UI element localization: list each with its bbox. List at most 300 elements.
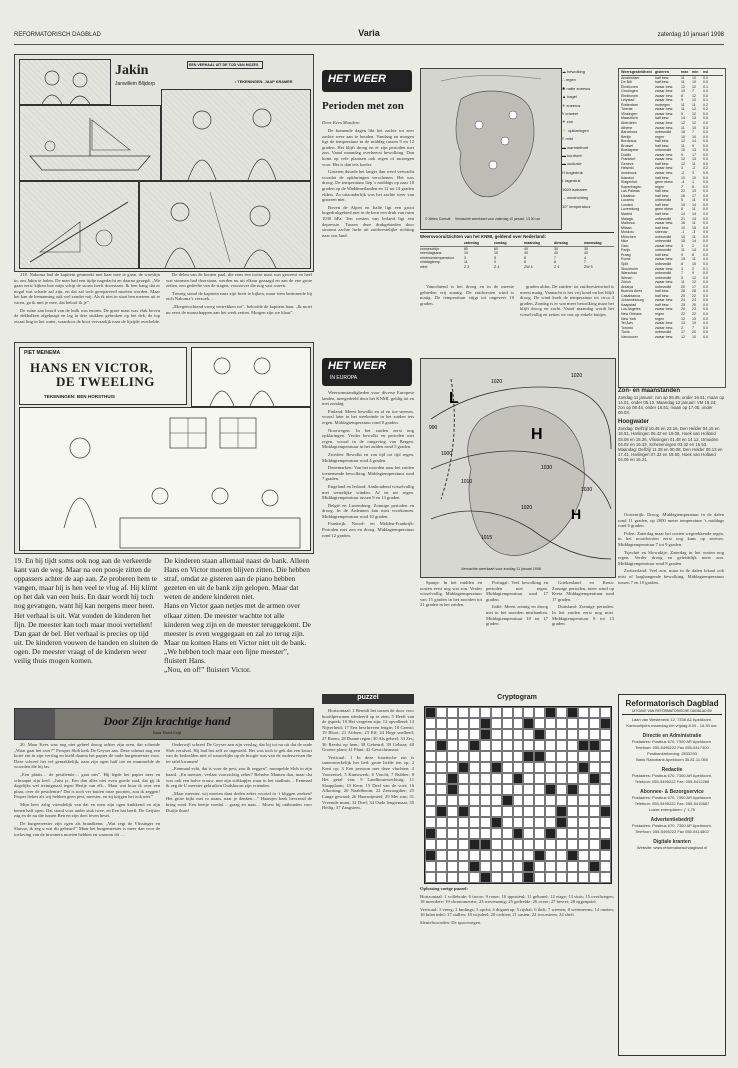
crossword-cell[interactable]: [556, 707, 567, 718]
crossword-cell[interactable]: [567, 784, 578, 795]
crossword-cell[interactable]: [534, 795, 545, 806]
crossword-cell[interactable]: [589, 839, 600, 850]
crossword-cell[interactable]: [600, 806, 611, 817]
crossword-cell[interactable]: [600, 872, 611, 883]
crossword-cell[interactable]: [523, 828, 534, 839]
crossword-cell[interactable]: [469, 762, 480, 773]
crossword-cell[interactable]: [425, 762, 436, 773]
crossword-cell[interactable]: [600, 861, 611, 872]
table-row: Lelystad zwaar bew. 9 10 0.1: [621, 98, 708, 103]
crossword-cell[interactable]: [458, 806, 469, 817]
crossword-cell[interactable]: [556, 817, 567, 828]
europa-text: Italië: Meest zonnig en droog met in het noorden mistbanken. Middagtemperatuur 10 tot 17 graden.: [486, 604, 548, 627]
crossword-cell[interactable]: [513, 872, 524, 883]
crossword-cell[interactable]: [578, 707, 589, 718]
crossword-cell[interactable]: [469, 828, 480, 839]
crossword-cell[interactable]: [589, 762, 600, 773]
crossword-cell[interactable]: [513, 828, 524, 839]
crossword-cell[interactable]: [545, 729, 556, 740]
crossword-cell[interactable]: [534, 729, 545, 740]
crossword-cell[interactable]: [469, 718, 480, 729]
crossword-cell[interactable]: [480, 707, 491, 718]
crossword-cell[interactable]: [502, 762, 513, 773]
crossword-cell[interactable]: [447, 718, 458, 729]
crossword-cell[interactable]: [436, 861, 447, 872]
crossword-cell[interactable]: [545, 839, 556, 850]
crossword-cell[interactable]: [578, 828, 589, 839]
crossword-cell[interactable]: [534, 839, 545, 850]
crossword-cell[interactable]: [578, 718, 589, 729]
crossword-cell[interactable]: [578, 872, 589, 883]
crossword-cell[interactable]: [545, 751, 556, 762]
crossword-cell[interactable]: [545, 828, 556, 839]
crossword-cell[interactable]: [502, 729, 513, 740]
crossword-cell[interactable]: [600, 850, 611, 861]
crossword-cell[interactable]: [523, 795, 534, 806]
crossword-cell[interactable]: [436, 751, 447, 762]
crossword-cell[interactable]: [491, 784, 502, 795]
crossword-cell[interactable]: [502, 828, 513, 839]
crossword-cell[interactable]: [589, 861, 600, 872]
crossword-cell[interactable]: [513, 751, 524, 762]
crossword-cell[interactable]: [545, 861, 556, 872]
crossword-cell[interactable]: [447, 828, 458, 839]
crossword-cell[interactable]: [480, 839, 491, 850]
crossword-cell[interactable]: [491, 861, 502, 872]
crossword-cell[interactable]: [425, 795, 436, 806]
crossword-grid[interactable]: [424, 706, 612, 884]
crossword-cell[interactable]: [480, 784, 491, 795]
crossword-cell[interactable]: [513, 718, 524, 729]
crossword-cell[interactable]: [436, 740, 447, 751]
crossword-cell[interactable]: [469, 872, 480, 883]
crossword-cell[interactable]: [545, 795, 556, 806]
crossword-cell[interactable]: [502, 784, 513, 795]
table-row: New York regen 12 10 0.0: [621, 316, 708, 321]
crossword-cell[interactable]: [458, 872, 469, 883]
crossword-cell[interactable]: [545, 762, 556, 773]
crossword-cell[interactable]: [534, 861, 545, 872]
crossword-cell[interactable]: [567, 707, 578, 718]
crossword-cell[interactable]: [567, 839, 578, 850]
isobar-label: 1030: [541, 465, 553, 471]
crossword-cell[interactable]: [491, 828, 502, 839]
crossword-cell[interactable]: [469, 784, 480, 795]
crossword-cell[interactable]: [534, 784, 545, 795]
table-row: Milaan half bew. 10 15 0.0: [621, 225, 708, 230]
crossword-cell[interactable]: [589, 817, 600, 828]
crossword-cell[interactable]: [458, 740, 469, 751]
crossword-cell[interactable]: [545, 850, 556, 861]
crossword-cell[interactable]: [545, 773, 556, 784]
crossword-cell[interactable]: [589, 773, 600, 784]
crossword-cell[interactable]: [480, 828, 491, 839]
crossword-cell[interactable]: [556, 850, 567, 861]
crossword-cell[interactable]: [502, 861, 513, 872]
crossword-cell[interactable]: [578, 839, 589, 850]
crossword-cell[interactable]: [458, 762, 469, 773]
crossword-cell[interactable]: [491, 707, 502, 718]
crossword-cell[interactable]: [513, 773, 524, 784]
crossword-cell[interactable]: [458, 795, 469, 806]
kracht-text: Onderwijl schreef De Geyser aan zijn verslag, dat hij tot nu uit dat de oude Sloh verafval. Hij had het zelf zo ingesteld. Het was toch te gek dat een kwart van de bedoelden niet of nauwelijks op de hoogte was van de ouderwetsen die ter tafel kwamen!: [166, 742, 312, 764]
crossword-cell[interactable]: [491, 773, 502, 784]
crossword-cell[interactable]: [480, 872, 491, 883]
crossword-cell[interactable]: [436, 839, 447, 850]
crossword-cell[interactable]: [589, 795, 600, 806]
crossword-cell[interactable]: [425, 828, 436, 839]
crossword-cell[interactable]: [425, 839, 436, 850]
crossword-cell[interactable]: [513, 839, 524, 850]
crossword-cell[interactable]: [480, 861, 491, 872]
crossword-cell[interactable]: [480, 795, 491, 806]
crossword-cell[interactable]: [480, 740, 491, 751]
europa-text: Zweden: Bewolkt en van tijd tot tijd regen. Middagtemperatuur rond 4 graden.: [322, 451, 414, 463]
crossword-cell[interactable]: [502, 806, 513, 817]
crossword-cell[interactable]: [534, 806, 545, 817]
crossword-cell[interactable]: [589, 740, 600, 751]
crossword-cell[interactable]: [556, 828, 567, 839]
thunder-icon: ϟ: [562, 111, 565, 117]
crossword-cell[interactable]: [469, 861, 480, 872]
crossword-cell[interactable]: [567, 762, 578, 773]
sun-icon: ☀: [562, 119, 566, 125]
crossword-cell[interactable]: [502, 773, 513, 784]
crossword-cell[interactable]: [600, 817, 611, 828]
crossword-cell[interactable]: [556, 751, 567, 762]
crossword-cell[interactable]: [523, 773, 534, 784]
crossword-cell[interactable]: [523, 861, 534, 872]
crossword-cell[interactable]: [425, 729, 436, 740]
crossword-cell[interactable]: [425, 784, 436, 795]
crossword-cell[interactable]: [545, 784, 556, 795]
crossword-cell[interactable]: [523, 850, 534, 861]
crossword-cell[interactable]: [458, 861, 469, 872]
crossword-cell[interactable]: [502, 707, 513, 718]
crossword-cell[interactable]: [567, 773, 578, 784]
crossword-cell[interactable]: [458, 707, 469, 718]
crossword-cell[interactable]: [491, 839, 502, 850]
table-row: Buenos Aires half bew. 28 28 0.0: [621, 289, 708, 294]
crossword-cell[interactable]: [589, 729, 600, 740]
crossword-cell[interactable]: [425, 872, 436, 883]
crossword-cell[interactable]: [578, 795, 589, 806]
crossword-cell[interactable]: [491, 795, 502, 806]
crossword-cell[interactable]: [513, 850, 524, 861]
crossword-cell[interactable]: [523, 806, 534, 817]
crossword-cell[interactable]: [600, 839, 611, 850]
table-row: Boedapest onbewolkt 10 13 0.0: [621, 148, 708, 153]
crossword-cell[interactable]: [469, 729, 480, 740]
crossword-cell[interactable]: [600, 762, 611, 773]
crossword-cell[interactable]: [502, 795, 513, 806]
crossword-cell[interactable]: [523, 718, 534, 729]
crossword-cell[interactable]: [469, 707, 480, 718]
crossword-cell[interactable]: [545, 718, 556, 729]
crossword-cell[interactable]: [523, 784, 534, 795]
crossword-cell[interactable]: [491, 817, 502, 828]
crossword-cell[interactable]: [589, 751, 600, 762]
crossword-cell[interactable]: [447, 861, 458, 872]
crossword-cell[interactable]: [447, 773, 458, 784]
crossword-cell[interactable]: [523, 751, 534, 762]
crossword-cell[interactable]: [458, 729, 469, 740]
crossword-cell[interactable]: [447, 762, 458, 773]
crossword-cell[interactable]: [491, 850, 502, 861]
crossword-cell[interactable]: [436, 773, 447, 784]
crossword-cell[interactable]: [556, 718, 567, 729]
jakin-drawer: • TEKENINGEN: JAAP KRAMER: [235, 80, 293, 84]
crossword-cell[interactable]: [458, 839, 469, 850]
crossword-cell[interactable]: [491, 740, 502, 751]
crossword-cell[interactable]: [491, 729, 502, 740]
crossword-cell[interactable]: [578, 861, 589, 872]
crossword-cell[interactable]: [425, 740, 436, 751]
crossword-cell[interactable]: [436, 707, 447, 718]
crossword-cell[interactable]: [556, 729, 567, 740]
rd-line: Digitale kranten: [653, 839, 691, 845]
crossword-cell[interactable]: [480, 729, 491, 740]
crossword-cell[interactable]: [502, 817, 513, 828]
crossword-cell[interactable]: [545, 740, 556, 751]
crossword-cell[interactable]: [425, 806, 436, 817]
crossword-cell[interactable]: [502, 751, 513, 762]
crossword-cell[interactable]: [480, 718, 491, 729]
crossword-cell[interactable]: [600, 718, 611, 729]
crossword-cell[interactable]: [534, 740, 545, 751]
crossword-cell[interactable]: [523, 817, 534, 828]
crossword-cell[interactable]: [458, 817, 469, 828]
crossword-cell[interactable]: [447, 740, 458, 751]
crossword-cell[interactable]: [436, 784, 447, 795]
crossword-cell[interactable]: [436, 872, 447, 883]
crossword-cell[interactable]: [447, 707, 458, 718]
crossword-cell[interactable]: [545, 817, 556, 828]
rd-line: Telefoon: 055-5495222 Fax: 055-5415687: [634, 801, 710, 806]
crossword-cell[interactable]: [545, 806, 556, 817]
crossword-cell[interactable]: [458, 850, 469, 861]
crossword-cell[interactable]: [589, 718, 600, 729]
crossword-cell[interactable]: [600, 773, 611, 784]
crossword-cell[interactable]: [600, 751, 611, 762]
crossword-cell[interactable]: [458, 751, 469, 762]
crossword-cell[interactable]: [436, 806, 447, 817]
crossword-cell[interactable]: [578, 806, 589, 817]
weer-text: Vanochtend is het droog en in de meeste gebieden vrij zonnig. De zuidwesten wind is matig. De temperatuur stijgt tot ongeveer 10 graden.: [420, 284, 514, 306]
crossword-cell[interactable]: [447, 784, 458, 795]
crossword-cell[interactable]: [534, 707, 545, 718]
crossword-cell[interactable]: [600, 740, 611, 751]
crossword-cell[interactable]: [567, 729, 578, 740]
crossword-cell[interactable]: [589, 828, 600, 839]
crossword-cell[interactable]: [600, 729, 611, 740]
crossword-cell[interactable]: [513, 861, 524, 872]
crossword-cell[interactable]: [556, 839, 567, 850]
crossword-cell[interactable]: [589, 806, 600, 817]
crossword-cell[interactable]: [523, 729, 534, 740]
crossword-cell[interactable]: [600, 795, 611, 806]
crossword-cell[interactable]: [458, 828, 469, 839]
legend-item: ☀ zon: [562, 119, 574, 125]
crossword-cell[interactable]: [523, 762, 534, 773]
crossword-cell[interactable]: [502, 740, 513, 751]
crossword-cell[interactable]: [436, 762, 447, 773]
crossword-cell[interactable]: [534, 762, 545, 773]
crossword-cell[interactable]: [589, 784, 600, 795]
crossword-cell[interactable]: [567, 795, 578, 806]
crossword-cell[interactable]: [469, 751, 480, 762]
crossword-cell[interactable]: [480, 817, 491, 828]
crossword-cell[interactable]: [600, 707, 611, 718]
crossword-cell[interactable]: [447, 817, 458, 828]
crossword-cell[interactable]: [567, 740, 578, 751]
crossword-cell[interactable]: [436, 718, 447, 729]
crossword-cell[interactable]: [447, 729, 458, 740]
crossword-cell[interactable]: [502, 718, 513, 729]
crossword-cell[interactable]: [534, 718, 545, 729]
crossword-cell[interactable]: [469, 850, 480, 861]
crossword-cell[interactable]: [523, 707, 534, 718]
crossword-cell[interactable]: [513, 817, 524, 828]
crossword-cell[interactable]: [567, 861, 578, 872]
crossword-cell[interactable]: [567, 872, 578, 883]
crossword-cell[interactable]: [447, 751, 458, 762]
crossword-cell[interactable]: [447, 850, 458, 861]
crossword-cell[interactable]: [447, 872, 458, 883]
crossword-cell[interactable]: [436, 795, 447, 806]
crossword-cell[interactable]: [513, 740, 524, 751]
crossword-cell[interactable]: [491, 751, 502, 762]
crossword-cell[interactable]: [491, 806, 502, 817]
europa-text: Portugal: Veel bewolking en perioden met regen. Middagtemperatuur rond 17 graden.: [486, 580, 548, 602]
crossword-cell[interactable]: [578, 751, 589, 762]
crossword-cell[interactable]: [545, 872, 556, 883]
crossword-cell[interactable]: [491, 762, 502, 773]
crossword-cell[interactable]: [556, 740, 567, 751]
crossword-cell[interactable]: [469, 795, 480, 806]
crossword-cell[interactable]: [425, 861, 436, 872]
table-row: Genève half bew. 12 11 0.0: [621, 161, 708, 166]
crossword-cell[interactable]: [556, 861, 567, 872]
crossword-cell[interactable]: [534, 828, 545, 839]
crossword-cell[interactable]: [513, 762, 524, 773]
crossword-cell[interactable]: [578, 762, 589, 773]
crossword-cell[interactable]: [469, 773, 480, 784]
crossword-cell[interactable]: [534, 817, 545, 828]
crossword-cell[interactable]: [567, 806, 578, 817]
crossword-cell[interactable]: [534, 773, 545, 784]
crossword-cell[interactable]: [556, 773, 567, 784]
crossword-cell[interactable]: [578, 817, 589, 828]
crossword-cell[interactable]: [480, 762, 491, 773]
crossword-cell[interactable]: [436, 817, 447, 828]
rd-line: Advertentiebedrijf: [650, 817, 694, 823]
crossword-cell[interactable]: [436, 850, 447, 861]
crossword-cell[interactable]: [567, 751, 578, 762]
crossword-cell[interactable]: [600, 828, 611, 839]
crossword-cell[interactable]: [556, 872, 567, 883]
crossword-cell[interactable]: [480, 850, 491, 861]
crossword-cell[interactable]: [502, 872, 513, 883]
crossword-cell[interactable]: [534, 872, 545, 883]
crossword-cell[interactable]: [458, 784, 469, 795]
crossword-cell[interactable]: [436, 828, 447, 839]
crossword-cell[interactable]: [556, 762, 567, 773]
crossword-cell[interactable]: [513, 795, 524, 806]
crossword-cell[interactable]: [513, 784, 524, 795]
crossword-cell[interactable]: [567, 817, 578, 828]
crossword-cell[interactable]: [523, 872, 534, 883]
crossword-cell[interactable]: [425, 817, 436, 828]
rd-line: Abonnee- & Bezorgservice: [640, 789, 704, 795]
crossword-cell[interactable]: [578, 850, 589, 861]
crossword-cell[interactable]: [469, 740, 480, 751]
crossword-cell[interactable]: [567, 828, 578, 839]
hans-text: „Nou, en of!” fluistert Victor.: [164, 665, 251, 675]
crossword-cell[interactable]: [556, 795, 567, 806]
crossword-cell[interactable]: [458, 718, 469, 729]
crossword-cell[interactable]: [480, 806, 491, 817]
crossword-cell[interactable]: [567, 850, 578, 861]
crossword-cell[interactable]: [491, 718, 502, 729]
crossword-cell[interactable]: [567, 718, 578, 729]
crossword-cell[interactable]: [425, 707, 436, 718]
crossword-cell[interactable]: [589, 872, 600, 883]
crossword-cell[interactable]: [578, 784, 589, 795]
crossword-cell[interactable]: [469, 817, 480, 828]
crossword-cell[interactable]: [447, 839, 458, 850]
crossword-cell[interactable]: [578, 773, 589, 784]
crossword-cell[interactable]: [447, 795, 458, 806]
crossword-cell[interactable]: [513, 707, 524, 718]
crossword-cell[interactable]: [425, 718, 436, 729]
weer-text: gruden aldus. De zuiden- tot zuidwestenwind is meest matig. Vannacht is het vrij koud en het blijft droog. De wind koelt de temperatuur tot circa 4 graden. Zondag is er wat meer bewolking maar het blijft droog en zacht. Vanaf maandag wordt het wisselvallig en zetten we ons op enkele buitjes.: [520, 284, 614, 317]
crossword-cell[interactable]: [436, 729, 447, 740]
crossword-cell[interactable]: [513, 806, 524, 817]
isobar-label: 1020: [571, 373, 583, 379]
europa-badge: [322, 358, 412, 386]
crossword-cell[interactable]: [578, 729, 589, 740]
crossword-cell[interactable]: [502, 839, 513, 850]
crossword-cell[interactable]: [491, 872, 502, 883]
crossword-cell[interactable]: [589, 850, 600, 861]
crossword-cell[interactable]: [523, 740, 534, 751]
crossword-cell[interactable]: [469, 839, 480, 850]
jakin-panel-3: [161, 89, 311, 181]
crossword-cell[interactable]: [523, 839, 534, 850]
crossword-cell[interactable]: [600, 784, 611, 795]
crossword-cell[interactable]: [545, 707, 556, 718]
crossword-cell[interactable]: [556, 806, 567, 817]
europa-text: Frankrijk: Noord- en Midden-Frankrijk: Perioden met zon en droog. Middagtemperatuur rond 12 graden.: [322, 521, 414, 538]
crossword-cell[interactable]: [447, 806, 458, 817]
crossword-cell[interactable]: [425, 850, 436, 861]
crossword-cell[interactable]: [534, 850, 545, 861]
crossword-cell[interactable]: [578, 740, 589, 751]
crossword-cell[interactable]: [425, 773, 436, 784]
crossword-cell[interactable]: [480, 751, 491, 762]
crossword-cell[interactable]: [425, 751, 436, 762]
crossword-cell[interactable]: [458, 773, 469, 784]
crossword-cell[interactable]: [502, 850, 513, 861]
legend-item: ∴ regen: [562, 77, 576, 83]
crossword-cell[interactable]: [480, 773, 491, 784]
crossword-cell[interactable]: [589, 707, 600, 718]
crossword-cell[interactable]: [469, 806, 480, 817]
crossword-cell[interactable]: [513, 729, 524, 740]
crossword-cell[interactable]: [556, 784, 567, 795]
crossword-cell[interactable]: [534, 751, 545, 762]
